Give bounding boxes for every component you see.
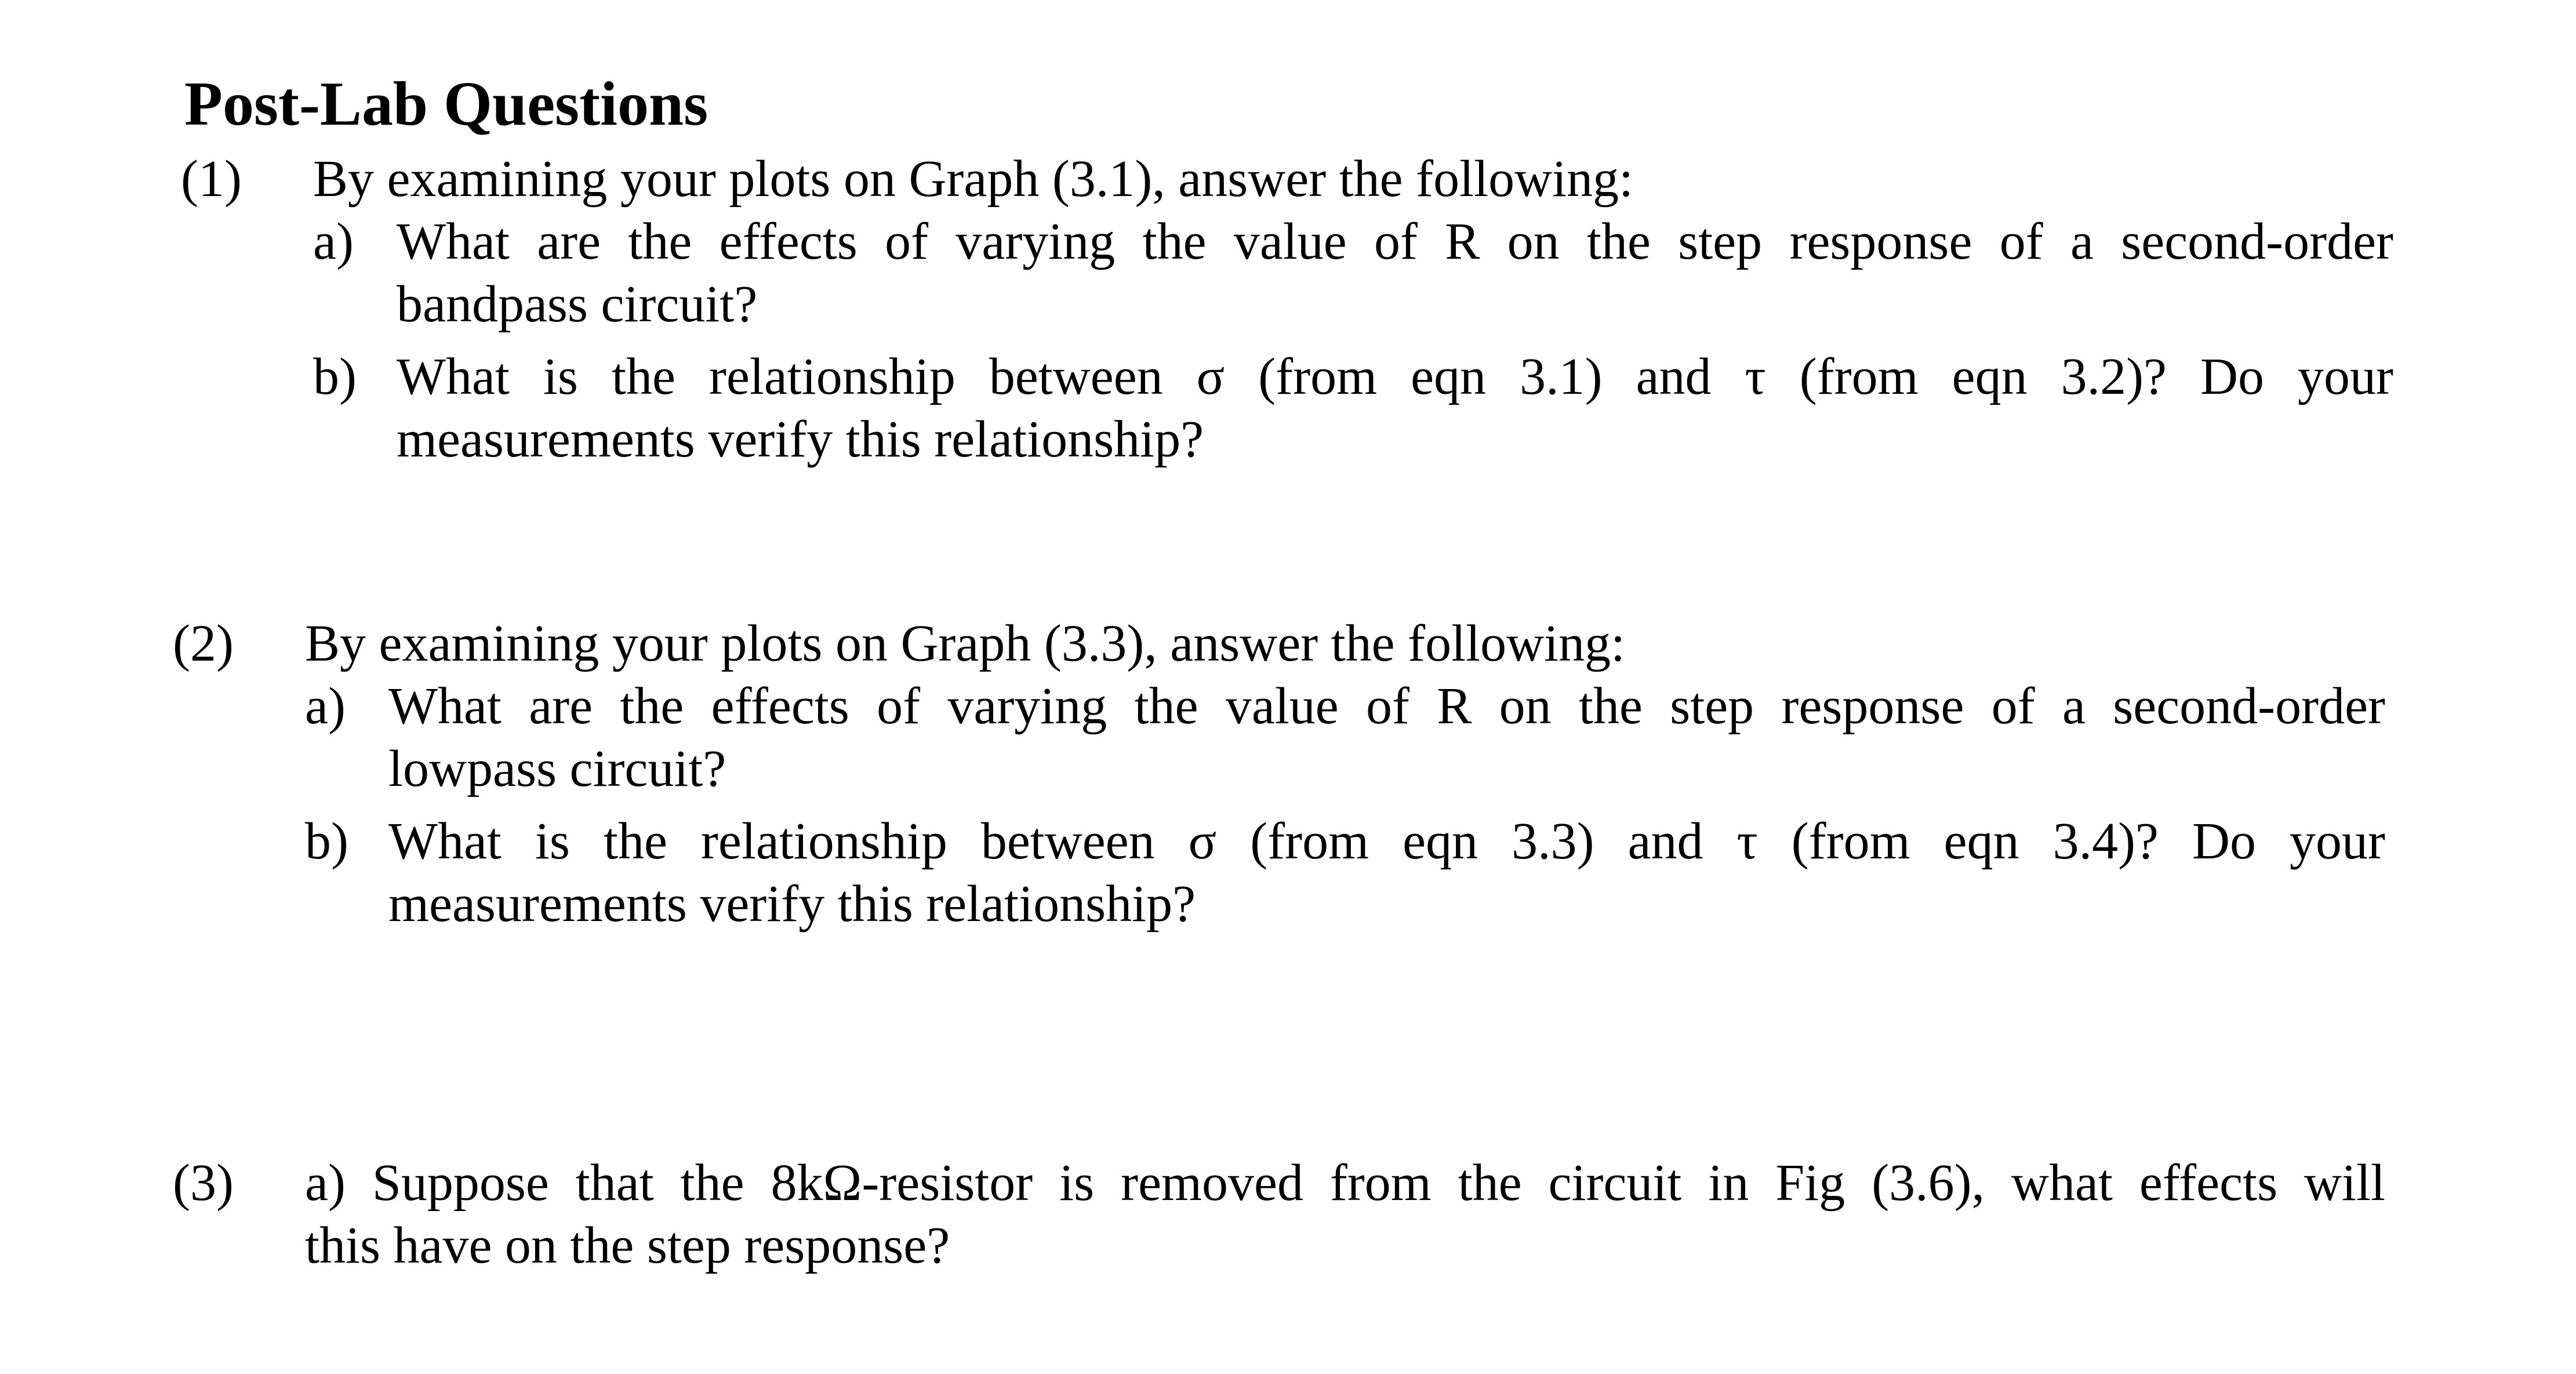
part-label: b) — [305, 813, 348, 870]
part-label: b) — [313, 348, 357, 405]
question-number: (3) — [173, 1154, 234, 1212]
part-text-line: What are the effects of varying the value of R on the step response of a second-order — [388, 677, 2385, 735]
part-text-line: What is the relationship between σ (from eqn 3.3) and τ (from eqn 3.4)? Do your — [388, 813, 2385, 870]
question-intro: By examining your plots on Graph (3.1), answer the following: — [313, 150, 1634, 208]
part-label: a) — [305, 677, 346, 735]
part-text-line: bandpass circuit? — [397, 275, 758, 333]
part-text-line: What are the effects of varying the value of R on the step response of a second-order — [397, 213, 2393, 270]
question-number: (1) — [181, 150, 242, 208]
part-text-line: measurements verify this relationship? — [388, 875, 1196, 933]
part-text-line: measurements verify this relationship? — [397, 411, 1204, 468]
part-text-line: lowpass circuit? — [388, 740, 726, 797]
question-text-line: a) Suppose that the 8kΩ-resistor is removed from the circuit in Fig (3.6), what effects will — [305, 1154, 2385, 1212]
question-number: (2) — [173, 615, 234, 672]
page-title: Post-Lab Questions — [184, 70, 709, 139]
part-text-line: What is the relationship between σ (from eqn 3.1) and τ (from eqn 3.2)? Do your — [397, 348, 2393, 405]
part-label: a) — [313, 213, 354, 270]
question-text-line: this have on the step response? — [305, 1217, 950, 1274]
question-intro: By examining your plots on Graph (3.3), answer the following: — [305, 615, 1626, 672]
